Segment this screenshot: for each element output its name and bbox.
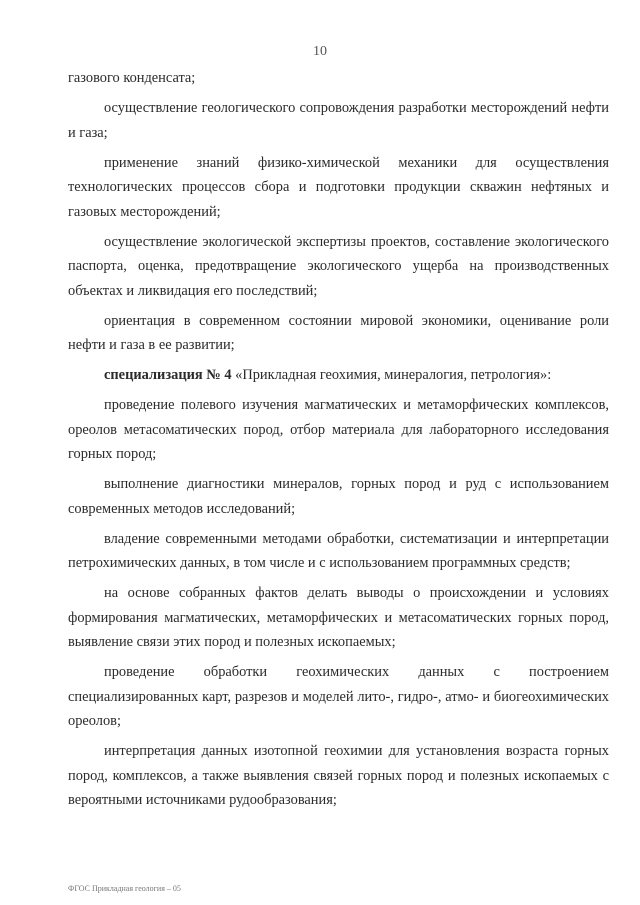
paragraph-3: применение знаний физико-химической механики для осуществления технологических процессов сбора и подготовки продукции скважин нефтяных и газовых месторождений; [68,154,609,220]
paragraph-11: проведение обработки геохимических данных с построением специализированных карт, разрезов и моделей лито-, гидро-, атмо- и биогеохимических ореолов; [68,664,609,729]
paragraph-1: газового конденсата; [68,70,196,86]
paragraph-2: осуществление геологического сопровождения разработки месторождений нефти и газа; [68,100,609,141]
page-footer: ФГОС Прикладная геология – 05 [68,884,181,893]
specialization-title: «Прикладная геохимия, минералогия, петрология»: [231,367,552,383]
specialization-label: специализация № 4 [104,367,232,383]
paragraph-7: проведение полевого изучения магматических и метаморфических комплексов, ореолов метасоматических пород, отбор материала для лабораторного исследования горных пород; [68,397,609,462]
paragraph-4: осуществление экологической экспертизы проектов, составление экологического паспорта, оценка, предотвращение экологического ущерба на производственных объектах и ликвидация его последствий; [68,233,609,299]
specialization-heading [68,363,609,388]
paragraph-5: ориентация в современном состоянии мировой экономики, оценивание роли нефти и газа в ее развитии; [68,312,609,353]
body-text [68,66,609,818]
paragraph-12: интерпретация данных изотопной геохимии для установления возраста горных пород, комплексов, а также выявления связей горных пород и полезных ископаемых с вероятными источниками рудообразования; [68,743,609,808]
paragraph-10: на основе собранных фактов делать выводы о происхождении и условиях формирования магматических, метаморфических и метасоматических горных пород, выявление связи этих пород и полезных ископаемых; [68,585,609,650]
paragraph-9: владение современными методами обработки, систематизации и интерпретации петрохимических данных, в том числе и с использованием программных средств; [68,530,609,571]
paragraph-8: выполнение диагностики минералов, горных пород и руд с использованием современных методов исследований; [68,476,609,517]
page-number: 10 [313,44,327,59]
